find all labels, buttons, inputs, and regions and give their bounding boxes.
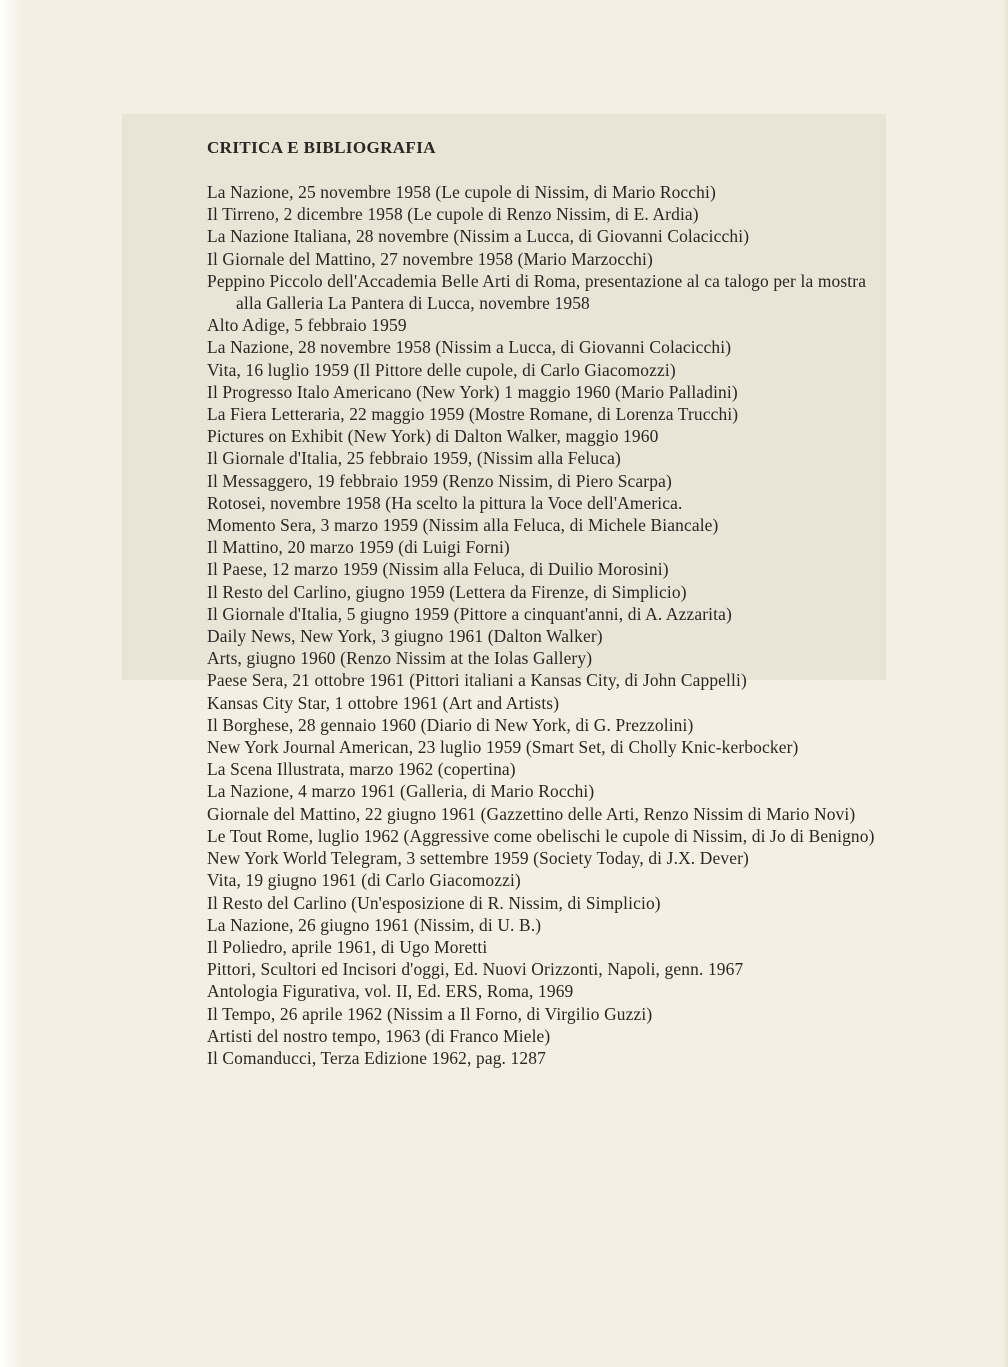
bibliography-entry: Kansas City Star, 1 ottobre 1961 (Art and Artists)	[207, 692, 560, 713]
bibliography-entry: Pictures on Exhibit (New York) di Dalton Walker, maggio 1960	[207, 426, 659, 447]
bibliography-entry: Arts, giugno 1960 (Renzo Nissim at the Iolas Gallery)	[207, 648, 593, 669]
bibliography-entry: La Nazione, 28 novembre 1958 (Nissim a Lucca, di Giovanni Colacicchi)	[207, 337, 732, 358]
bibliography-entry: Vita, 19 giugno 1961 (di Carlo Giacomozzi)	[207, 870, 521, 891]
bibliography-entry: Vita, 16 luglio 1959 (Il Pittore delle cupole, di Carlo Giacomozzi)	[207, 359, 676, 380]
bibliography-entry: Giornale del Mattino, 22 giugno 1961 (Gazzettino delle Arti, Renzo Nissim di Mario Novi)	[207, 803, 856, 824]
bibliography-entry: Peppino Piccolo dell'Accademia Belle Arti di Roma, presentazione al ca talogo per la mostra alla Galleria La Pantera di Lucca, novembre 1958	[207, 270, 867, 314]
bibliography-entry: La Nazione, 4 marzo 1961 (Galleria, di Mario Rocchi)	[207, 781, 595, 802]
bibliography-list	[207, 181, 877, 1069]
bibliography-entry: La Scena Illustrata, marzo 1962 (copertina)	[207, 759, 516, 780]
bibliography-entry: New York Journal American, 23 luglio 1959 (Smart Set, di Cholly Knic-kerbocker)	[207, 737, 799, 758]
bibliography-entry: New York World Telegram, 3 settembre 1959 (Society Today, di J.X. Dever)	[207, 848, 749, 869]
bibliography-entry: Paese Sera, 21 ottobre 1961 (Pittori italiani a Kansas City, di John Cappelli)	[207, 670, 747, 691]
bibliography-entry: Rotosei, novembre 1958 (Ha scelto la pittura la Voce dell'America.	[207, 492, 683, 513]
page-edge-left	[0, 0, 22, 1367]
bibliography-entry: Il Messaggero, 19 febbraio 1959 (Renzo Nissim, di Piero Scarpa)	[207, 470, 672, 491]
bibliography-entry: Il Giornale del Mattino, 27 novembre 1958 (Mario Marzocchi)	[207, 248, 653, 269]
bibliography-entry: Pittori, Scultori ed Incisori d'oggi, Ed. Nuovi Orizzonti, Napoli, genn. 1967	[207, 959, 744, 980]
bibliography-entry: Il Poliedro, aprile 1961, di Ugo Moretti	[207, 936, 488, 957]
bibliography-entry: Il Tempo, 26 aprile 1962 (Nissim a Il Forno, di Virgilio Guzzi)	[207, 1003, 653, 1024]
bibliography-entry: Il Mattino, 20 marzo 1959 (di Luigi Forni)	[207, 537, 510, 558]
bibliography-entry: Momento Sera, 3 marzo 1959 (Nissim alla Feluca, di Michele Biancale)	[207, 515, 719, 536]
bibliography-entry: Il Tirreno, 2 dicembre 1958 (Le cupole di Renzo Nissim, di E. Ardia)	[207, 204, 699, 225]
bibliography-entry: Il Resto del Carlino (Un'esposizione di R. Nissim, di Simplicio)	[207, 892, 661, 913]
bibliography-entry: Le Tout Rome, luglio 1962 (Aggressive come obelischi le cupole di Nissim, di Jo di Benigno)	[207, 825, 875, 846]
bibliography-entry: Alto Adige, 5 febbraio 1959	[207, 315, 407, 336]
bibliography-entry: Il Paese, 12 marzo 1959 (Nissim alla Feluca, di Duilio Morosini)	[207, 559, 669, 580]
section-heading: CRITICA E BIBLIOGRAFIA	[207, 138, 436, 157]
bibliography-entry: La Nazione, 25 novembre 1958 (Le cupole di Nissim, di Mario Rocchi)	[207, 182, 716, 202]
page-edge-right	[1002, 0, 1008, 1367]
bibliography-entry: Artisti del nostro tempo, 1963 (di Franco Miele)	[207, 1025, 551, 1046]
bibliography-entry: La Nazione, 26 giugno 1961 (Nissim, di U. B.)	[207, 914, 542, 935]
bibliography-entry: Il Giornale d'Italia, 25 febbraio 1959, (Nissim alla Feluca)	[207, 448, 621, 469]
bibliography-entry: Il Comanducci, Terza Edizione 1962, pag. 1287	[207, 1047, 546, 1068]
bibliography-entry: Antologia Figurativa, vol. II, Ed. ERS, Roma, 1969	[207, 981, 574, 1002]
bibliography-entry: Daily News, New York, 3 giugno 1961 (Dalton Walker)	[207, 626, 603, 647]
bibliography-entry: Il Resto del Carlino, giugno 1959 (Lettera da Firenze, di Simplicio)	[207, 581, 687, 602]
bibliography-entry: La Nazione Italiana, 28 novembre (Nissim a Lucca, di Giovanni Colacicchi)	[207, 226, 750, 247]
bibliography-entry: Il Borghese, 28 gennaio 1960 (Diario di New York, di G. Prezzolini)	[207, 714, 694, 735]
bibliography-entry: Il Progresso Italo Americano (New York) 1 maggio 1960 (Mario Palladini)	[207, 381, 738, 402]
bibliography-entry: La Fiera Letteraria, 22 maggio 1959 (Mostre Romane, di Lorenza Trucchi)	[207, 404, 739, 425]
bibliography-entry: Il Giornale d'Italia, 5 giugno 1959 (Pittore a cinquant'anni, di A. Azzarita)	[207, 603, 732, 624]
